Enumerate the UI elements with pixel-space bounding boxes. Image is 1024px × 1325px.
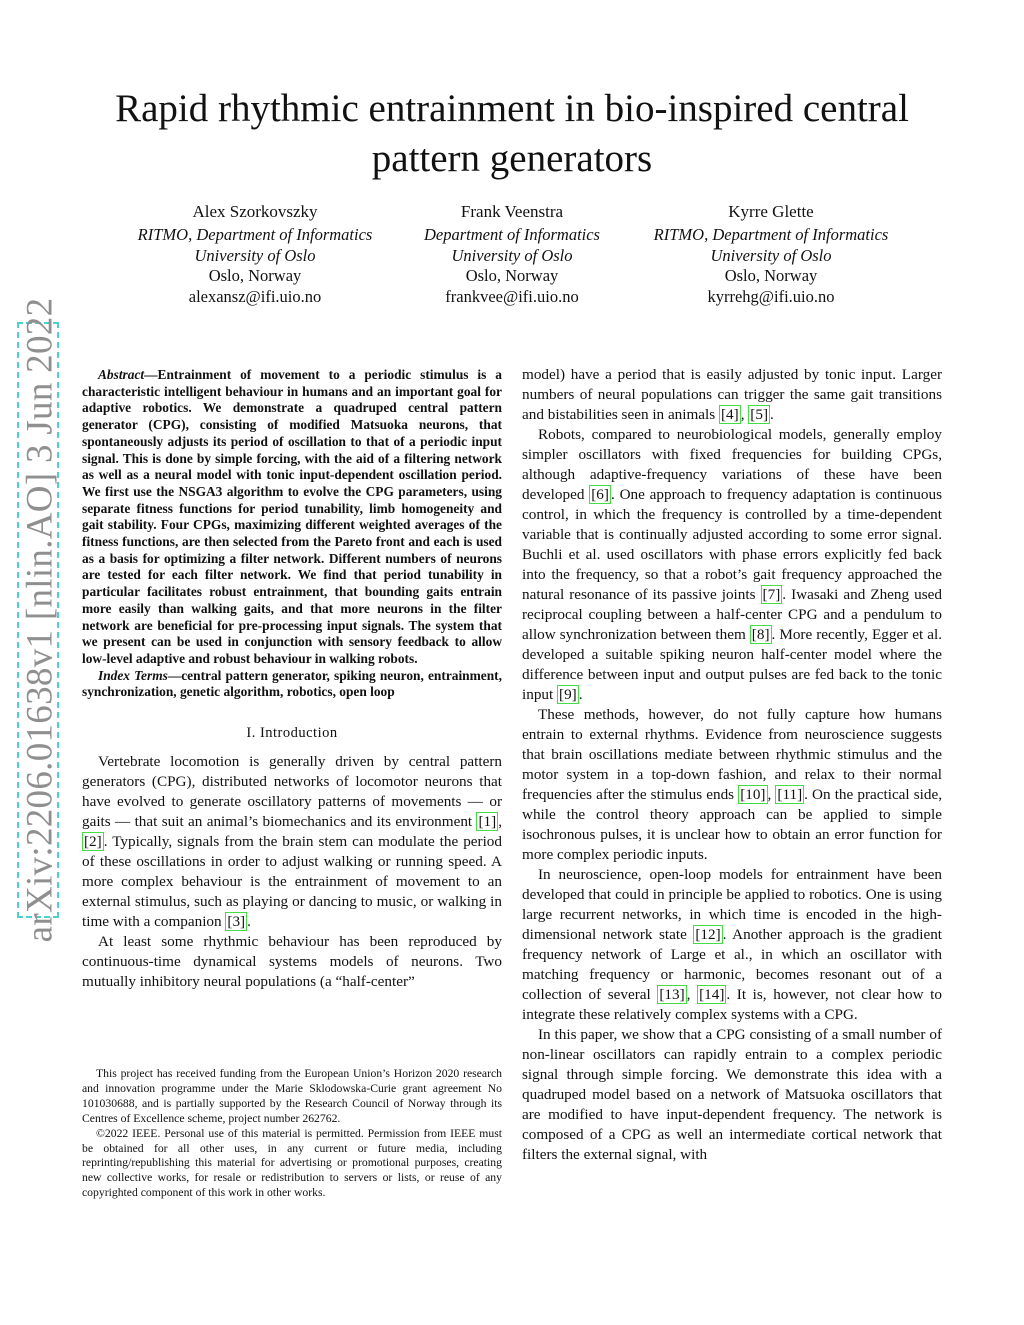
citation-link[interactable]: [4] — [720, 406, 739, 423]
index-terms-label: Index Terms — [98, 667, 168, 683]
author-location: Oslo, Norway — [208, 266, 302, 286]
body-paragraph: In this paper, we show that a CPG consisting of a small number of non-linear oscillators can rapidly entrain to a complex periodic signal through simple forcing. We demonstrate this idea with a quadruped model based on a network of Matsuoka oscillators that are modified to have input-dependent frequency. The network is composed of a CPG as well an intermediate cortical network that filters the external signal, with — [522, 1026, 942, 1163]
funding-note: This project has received funding from the European Union’s Horizon 2020 research and innovation programme under the Marie Sklodowska-Curie grant agreement No 101030688, and is partially supported by the Research Council of Norway through its Centres of Excellence scheme, project number 262762. — [82, 1067, 502, 1125]
left-column — [82, 367, 502, 992]
citation-link[interactable]: [7] — [762, 586, 781, 603]
author-university: University of Oslo — [710, 245, 832, 265]
body-paragraph: These methods, however, do not fully capture how humans entrain to external rhythms. Evidence from neuroscience suggests that brain oscillations mediate between rhythmic stimulus and the motor system in a top-down fashion, and relax to their normal frequencies after the stimulus ends [10] , [11] . On the practical side, while the control theory approach can be applied to simple isochronous pulses, it is unclear how to obtain an error function for more complex periodic inputs. — [522, 706, 943, 863]
index-terms — [82, 668, 502, 701]
intro-paragraph: Vertebrate locomotion is generally driven by central pattern generators (CPG), distributed networks of locomotor neurons that have evolved to generate oscillatory patterns of movements — or gaits — that suit an animal’s biomechanics and its environment [1] , [2] . Typically, signals from the brain stem can modulate the period of these oscillations in order to adjust walking or running speed. A more complex behaviour is the entrainment of movement to an external stimulus, such as playing or dancing to music, or walking in time with a companion [3] . — [82, 753, 502, 931]
author-university: University of Oslo — [194, 245, 316, 265]
author-affiliation: RITMO, Department of Informatics — [137, 224, 373, 244]
author-email[interactable]: alexansz@ifi.uio.no — [188, 287, 322, 307]
author-university: University of Oslo — [451, 245, 573, 265]
body-paragraph: Robots, compared to neurobiological models, generally employ simpler oscillators with fixed frequencies for building CPGs, although adaptive-frequency variations of these have been developed [6] . One approach to frequency adaptation is continuous control, in which the frequency is controlled by a time-dependent variable that is continually adjusted according to some error signal. Buchli et al. used oscillators with phase errors explicitly fed back into the frequency, so that a robot’s gait frequency approached the natural resonance of its passive joints [7] . Iwasaki and Zheng used reciprocal coupling between a half-center CPG and a pendulum to allow synchronization between them [8] . More recently, Egger et al. developed a suitable spiking neuron half-center model where the difference between input and output pulses are fed back to the tonic input [9] . — [522, 426, 942, 703]
citation-link[interactable]: [11] — [777, 786, 803, 803]
author-block — [636, 202, 906, 308]
author-block — [120, 202, 390, 308]
citation-link[interactable]: [2] — [84, 833, 102, 851]
body-paragraph: model) have a period that is easily adjusted by tonic input. Larger numbers of neural populations can trigger the same gait transitions and bistabilities seen in animals [4] , [5] . — [522, 366, 942, 423]
citation-link[interactable]: [1] — [478, 813, 497, 831]
body-paragraph: In neuroscience, open-loop models for entrainment have been developed that could in principle be applied to robotics. One is using large recurrent networks, in which time is encoded in the high-dimensional network state [12] . Another approach is the gradient frequency network of Large et al., in which an oscillator with matching frequency or harmonic, becomes resonant out of a collection of several [13] , [14] . It is, however, not clear how to integrate these relatively complex systems with a CPG. — [522, 866, 943, 1023]
citation-link[interactable]: [14] — [699, 986, 725, 1003]
author-affiliation: Department of Informatics — [424, 224, 600, 244]
citation-link[interactable]: [12] — [695, 926, 721, 943]
section-heading-introduction: I. Introduction — [246, 725, 338, 742]
author-name: Kyrre Glette — [728, 202, 814, 221]
author-email[interactable]: kyrrehg@ifi.uio.no — [707, 287, 835, 307]
paper-title: Rapid rhythmic entrainment in bio-inspired central pattern generators — [115, 87, 909, 180]
citation-link[interactable]: [10] — [740, 786, 766, 803]
copyright-note: ©2022 IEEE. Personal use of this material is permitted. Permission from IEEE must be obtained for all other uses, in any current or future media, including reprinting/republishing this material for advertising or promotional purposes, creating new collective works, for resale or redistribution to servers or lists, or reuse of any copyrighted component of this work in other works. — [82, 1126, 502, 1200]
author-email[interactable]: frankvee@ifi.uio.no — [445, 287, 579, 307]
intro-paragraph: At least some rhythmic behaviour has been reproduced by continuous-time dynamical systems models of neurons. Two mutually inhibitory neural populations (a “half-center” — [82, 933, 502, 991]
footnote — [82, 1067, 502, 1201]
author-name: Frank Veenstra — [460, 202, 564, 221]
citation-link[interactable]: [5] — [750, 406, 769, 423]
author-location: Oslo, Norway — [465, 266, 559, 286]
right-column — [522, 365, 942, 1165]
abstract-label: Abstract — [98, 367, 145, 382]
citation-link[interactable]: [3] — [227, 913, 246, 931]
index-terms-text: —central pattern generator, spiking neuron, entrainment, synchronization, genetic algorithm, robotics, open loop — [82, 667, 502, 700]
citation-link[interactable]: [8] — [751, 626, 770, 643]
abstract — [82, 367, 502, 668]
abstract-text: —Entrainment of movement to a periodic stimulus is a characteristic intelligent behaviour in humans and an important goal for adaptive robotics. We demonstrate a quadruped central pattern generator (CPG), consisting of modified Matsuoka neurons, that spontaneously adjusts its period of oscillation to that of a periodic input signal. This is done by simple forcing, with the aid of a filtering network as well as a neural model with tonic input-dependent oscillation period. We first use the NSGA3 algorithm to evolve the CPG parameters, using separate fitness functions for period tunability, limb homogeneity and gait stability. Four CPGs, maximizing different weighted averages of the fitness functions, are then selected from the Pareto front and each is used as a basis for optimizing a filter network. Different numbers of neurons are tested for each filter network. We find that period tunability in particular facilitates robust entrainment, that bounding gaits entrain more easily than walking gaits, and that more neurons in the filter network are beneficial for pre-processing input signals. The system that we present can be used in conjunction with sensory feedback to allow low-level adaptive and robust behaviour in walking robots. — [82, 367, 502, 666]
citation-link[interactable]: [6] — [591, 486, 609, 503]
author-block — [377, 202, 647, 308]
citation-link[interactable]: [9] — [559, 686, 577, 703]
arxiv-identifier: arXiv:2206.01638v1 [nlin.AO] 3 Jun 2022 — [19, 297, 61, 943]
author-affiliation: RITMO, Department of Informatics — [653, 224, 889, 244]
author-name: Alex Szorkovszky — [192, 202, 318, 221]
author-location: Oslo, Norway — [724, 266, 818, 286]
citation-link[interactable]: [13] — [659, 986, 685, 1003]
